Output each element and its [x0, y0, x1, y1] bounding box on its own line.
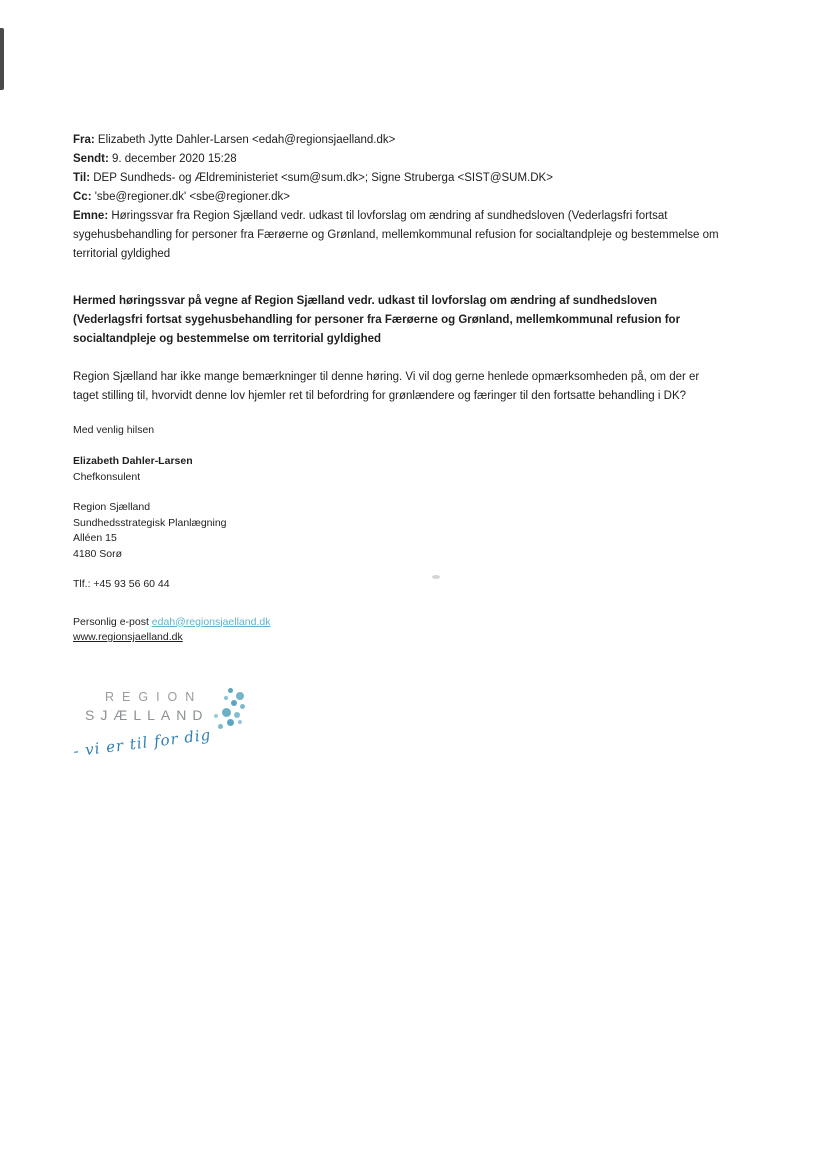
body-paragraph: Region Sjælland har ikke mange bemærkninger til denne høring. Vi vil dog gerne henlede opmærksomheden på, om der er taget stilling til, hvorvidt denne lov hjemler ret til befordring for grønlændere og færinger til den fortsatte behandling i DK? [73, 371, 700, 402]
logo-text-sjaelland: SJÆLLAND [85, 707, 209, 723]
header-label: Emne: [73, 210, 109, 222]
signature-street: Alléen 15 [73, 532, 117, 544]
header-row-fra [73, 131, 741, 150]
header-value: 9. december 2020 15:28 [108, 153, 237, 165]
header-value: DEP Sundheds- og Ældreministeriet <sum@sum.dk>; Signe Struberga <SIST@SUM.DK> [90, 172, 553, 184]
header-value: Elizabeth Jytte Dahler-Larsen <edah@regionsjaelland.dk> [94, 134, 396, 146]
email-content [73, 131, 741, 646]
signature-title: Chefkonsulent [73, 470, 141, 483]
header-label: Cc: [73, 191, 92, 203]
greeting: Med venlig hilsen [73, 424, 155, 436]
header-row-emne [73, 207, 741, 264]
region-sjaelland-logo [72, 688, 285, 768]
header-label: Til: [73, 172, 91, 184]
signature-contact-block [73, 615, 741, 646]
header-label: Fra: [73, 134, 95, 146]
signature-city: 4180 Sorø [73, 547, 123, 560]
header-value: 'sbe@regioner.dk' <sbe@regioner.dk> [91, 191, 290, 203]
header-row-cc [73, 188, 741, 207]
header-value: Høringssvar fra Region Sjælland vedr. udkast til lovforslag om ændring af sundhedsloven (Vederlagsfri fortsat sygehusbehandling for personer fra Færøerne og Grønland, mellemkommunal refusion for socialtandpleje og bestemmelse om territorial gyldighed [73, 210, 719, 260]
header-row-til [73, 169, 741, 188]
signature-org: Region Sjælland [73, 501, 151, 513]
logo-tagline-handwriting: - vi er til for dig [72, 725, 213, 761]
scan-smudge [432, 575, 440, 579]
website-link[interactable]: www.regionsjaelland.dk [73, 631, 183, 643]
logo-text-region: REGION [105, 690, 203, 704]
header-row-sendt [73, 150, 741, 169]
signature-dept: Sundhedsstrategisk Planlægning [73, 516, 227, 529]
signature-website-line [73, 630, 741, 646]
signature-name: Elizabeth Dahler-Larsen [73, 455, 193, 467]
signature-phone: Tlf.: +45 93 56 60 44 [73, 578, 170, 590]
email-label: Personlig e-post [73, 615, 152, 628]
signature-address-block [73, 500, 741, 562]
header-label: Sendt: [73, 153, 109, 165]
personal-email-link[interactable]: edah@regionsjaelland.dk [151, 615, 271, 628]
body-bold-intro: Hermed høringssvar på vegne af Region Sjælland vedr. udkast til lovforslag om ændring af sundhedsloven (Vederlagsfri fortsat sygehusbehandling for personer fra Færøerne og Grønland, mellemkommunal refusion for socialtandpleje og bestemmelse om territorial gyldighed [73, 295, 681, 345]
scan-artifact [0, 28, 4, 90]
signature-email-line [73, 615, 741, 631]
